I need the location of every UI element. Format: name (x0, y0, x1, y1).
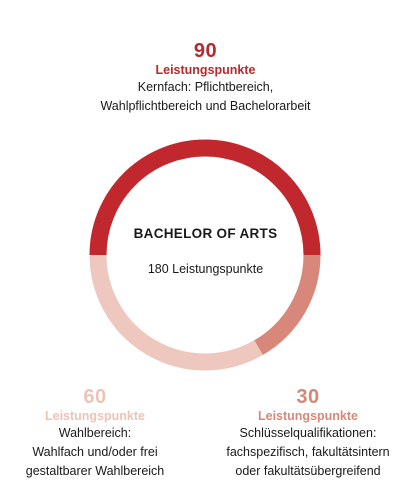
segment-desc-line: Wahlbereich: (58, 426, 132, 440)
segment-label-schluesselqualifikationen (208, 386, 408, 481)
chart-center-title: BACHELOR OF ARTS (133, 226, 278, 241)
chart-center-subtitle: 180 Leistungspunkte (147, 262, 264, 276)
segment-desc-line: Wahlpflichtbereich und Bachelorarbeit (100, 99, 311, 113)
segment-desc-line: gestaltbarer Wahlbereich (25, 464, 165, 478)
segment-label-kernfach (40, 40, 371, 116)
segment-desc-line: Schlüsselqualifikationen: (239, 426, 377, 440)
segment-unit: Leistungspunkte (155, 63, 256, 77)
segment-label-wahlbereich (0, 386, 190, 481)
segment-desc-line: fachspezifisch, fakultätsintern (226, 445, 390, 459)
donut-segments (98, 148, 312, 362)
segment-unit: Leistungspunkte (44, 409, 145, 423)
segment-unit: Leistungspunkte (257, 409, 358, 423)
segment-value: 60 (83, 386, 107, 408)
segment-desc-line: Wahlfach und/oder frei (32, 445, 158, 459)
segment-desc-line: oder fakultätsübergreifend (235, 464, 381, 478)
segment-value: 90 (193, 40, 218, 62)
segment-value: 30 (296, 386, 320, 408)
segment-desc-line: Kernfach: Pflichtbereich, (137, 80, 274, 94)
